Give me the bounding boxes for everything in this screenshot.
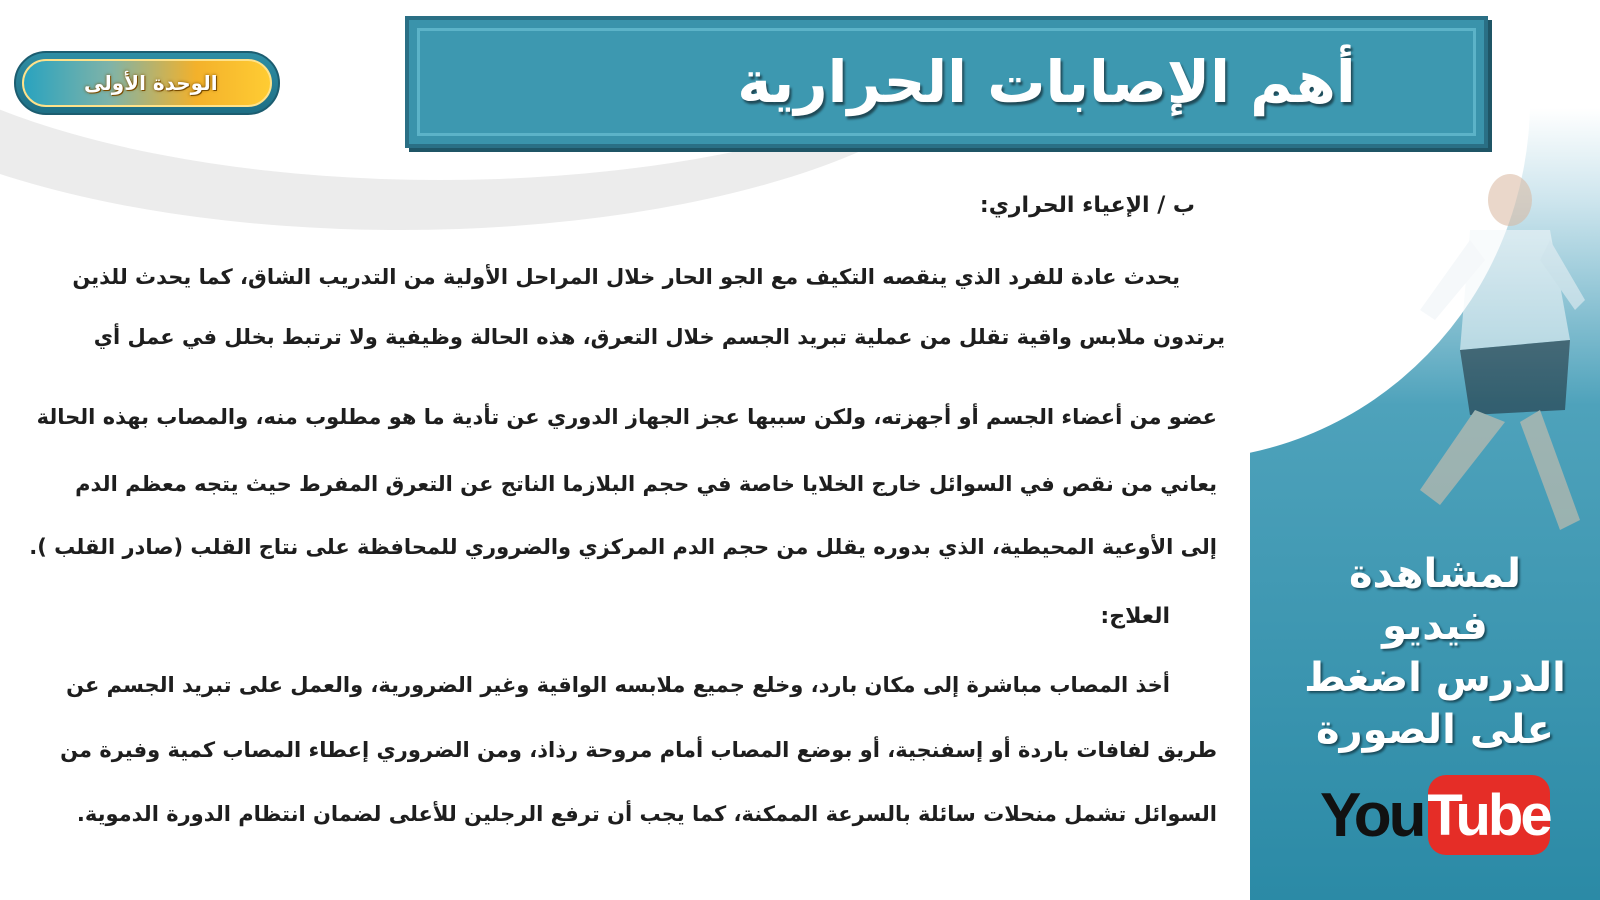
treatment-heading: العلاج:	[1100, 604, 1170, 629]
paragraph-line: يحدث عادة للفرد الذي ينقصه التكيف مع الجو الحار خلال المراحل الأولية من التدريب الشاق، كما يحدث للذين	[72, 265, 1180, 289]
video-prompt-line-1: لمشاهدة فيديو	[1348, 551, 1521, 649]
title-banner	[405, 16, 1488, 148]
paragraph-line: عضو من أعضاء الجسم أو أجهزته، ولكن سببها عجز الجهاز الدوري عن تأدية ما هو مطلوب منه، والمصاب بهذه الحالة	[36, 405, 1217, 429]
paragraph-line: طريق لفافات باردة أو إسفنجية، أو بوضع المصاب أمام مروحة رذاذ، ومن الضروري إعطاء المصاب كمية وفيرة من	[60, 738, 1217, 762]
video-prompt-line-3: على الصورة	[1316, 707, 1554, 753]
unit-badge-inner	[22, 59, 272, 107]
paragraph-line: أخذ المصاب مباشرة إلى مكان بارد، وخلع جميع ملابسه الواقية وغير الضرورية، والعمل على تبريد الجسم عن	[66, 673, 1170, 697]
youtube-you-text: You	[1320, 780, 1424, 850]
paragraph-line: السوائل تشمل منحلات سائلة بالسرعة الممكنة، كما يجب أن ترفع الرجلين للأعلى لضمان انتظام الدورة الدموية.	[76, 802, 1217, 826]
title-banner-inner	[417, 28, 1476, 136]
runner-image[interactable]	[1400, 160, 1590, 590]
paragraph-line: يعاني من نقص في السوائل خارج الخلايا خاصة في حجم البلازما الناتج عن التعرق المفرط حيث يتجه معظم الدم	[75, 472, 1217, 496]
section-heading: ب / الإعياء الحراري:	[979, 193, 1195, 218]
unit-label: الوحدة الأولى	[84, 71, 218, 95]
video-prompt[interactable]	[1290, 548, 1580, 756]
youtube-tube-box	[1428, 775, 1550, 855]
youtube-logo-icon[interactable]	[1320, 770, 1550, 860]
paragraph-line: يرتدون ملابس واقية تقلل من عملية تبريد الجسم خلال التعرق، هذه الحالة وظيفية ولا ترتبط بخلل في عمل أي	[93, 325, 1225, 349]
youtube-tube-text: Tube	[1427, 782, 1550, 848]
unit-badge	[14, 51, 280, 115]
video-prompt-line-2: الدرس اضغط	[1304, 655, 1566, 701]
page-title: أهم الإصابات الحرارية	[737, 48, 1356, 116]
paragraph-line: إلى الأوعية المحيطية، الذي بدوره يقلل من حجم الدم المركزي والضروري للمحافظة على نتاج القلب (صادر القلب ).	[29, 535, 1217, 559]
